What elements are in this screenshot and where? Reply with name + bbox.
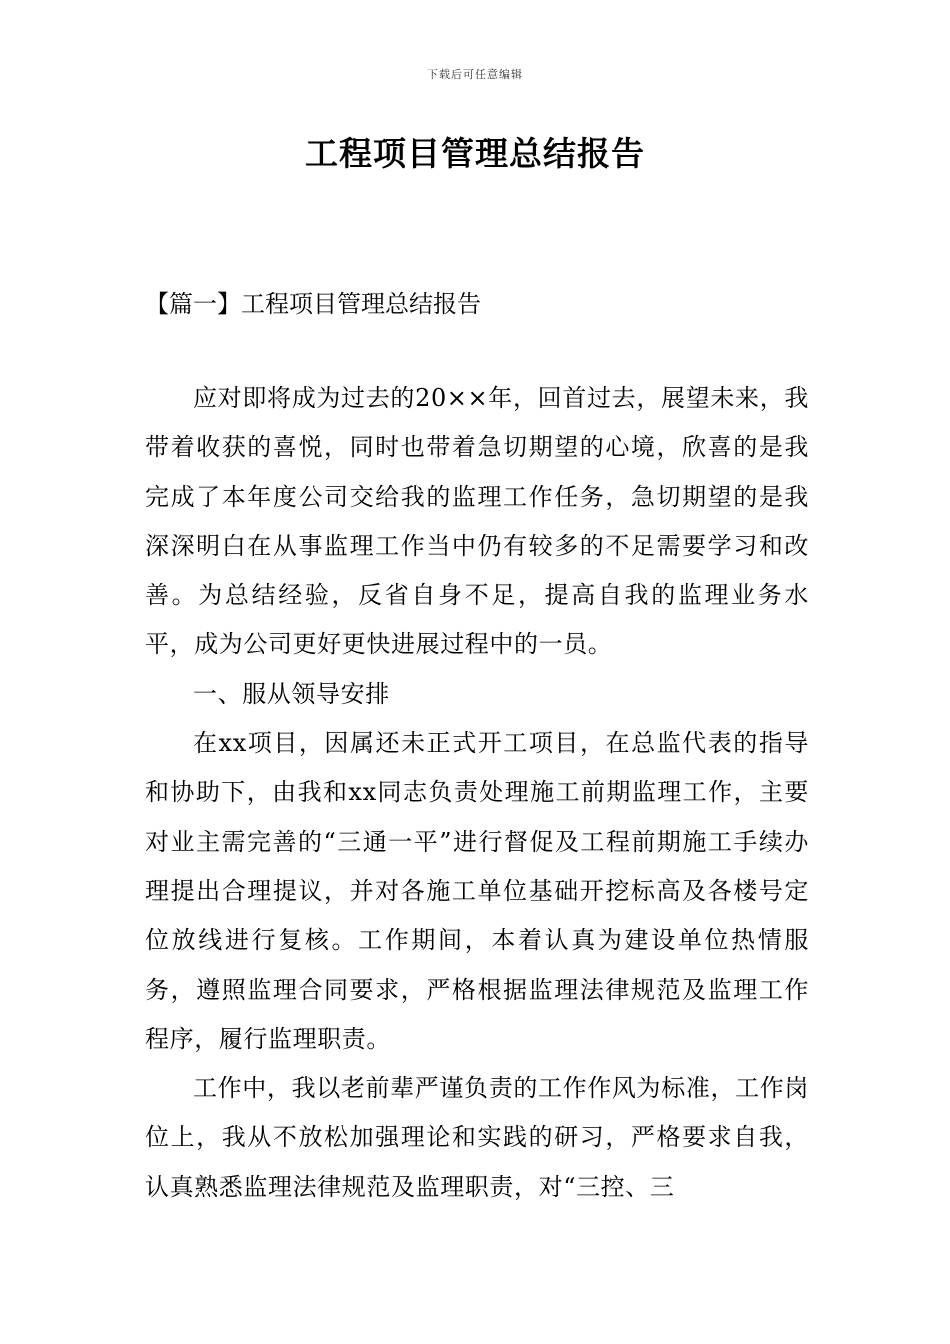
paragraph-project: 在xx项目，因属还未正式开工项目，在总监代表的指导和协助下，由我和xx同志负责处理施工前期监理工作，主要对业主需完善的“三通一平”进行督促及工程前期施工手续办理提出合理提议，并对各施工单位基础开挖标高及各楼号定位放线进行复核。工作期间，本着认真为建设单位热情服务，遵照监理合同要求，严格根据监理法律规范及监理工作程序，履行监理职责。 xyxy=(145,729,809,1053)
section-heading: 【篇一】工程项目管理总结报告 xyxy=(145,290,481,318)
document-title: 工程项目管理总结报告 xyxy=(305,134,645,173)
paragraph-work: 工作中，我以老前辈严谨负责的工作作风为标准，工作岗位上，我从不放松加强理论和实践的研习，严格要求自我，认真熟悉监理法律规范及监理职责，对“三控、三 xyxy=(145,1074,809,1201)
header-note: 下载后可任意编辑 xyxy=(427,68,523,81)
body-text xyxy=(145,374,809,1212)
paragraph-subheading: 一、服从领导安排 xyxy=(193,679,390,708)
paragraph-intro: 应对即将成为过去的20××年，回首过去，展望未来，我带着收获的喜悦，同时也带着急切期望的心境，欣喜的是我完成了本年度公司交给我的监理工作任务，急切期望的是我深深明白在从事监理工作当中仍有较多的不足需要学习和改善。为总结经验，反省自身不足，提高自我的监理业务水平，成为公司更好更快进展过程中的一员。 xyxy=(145,384,809,659)
